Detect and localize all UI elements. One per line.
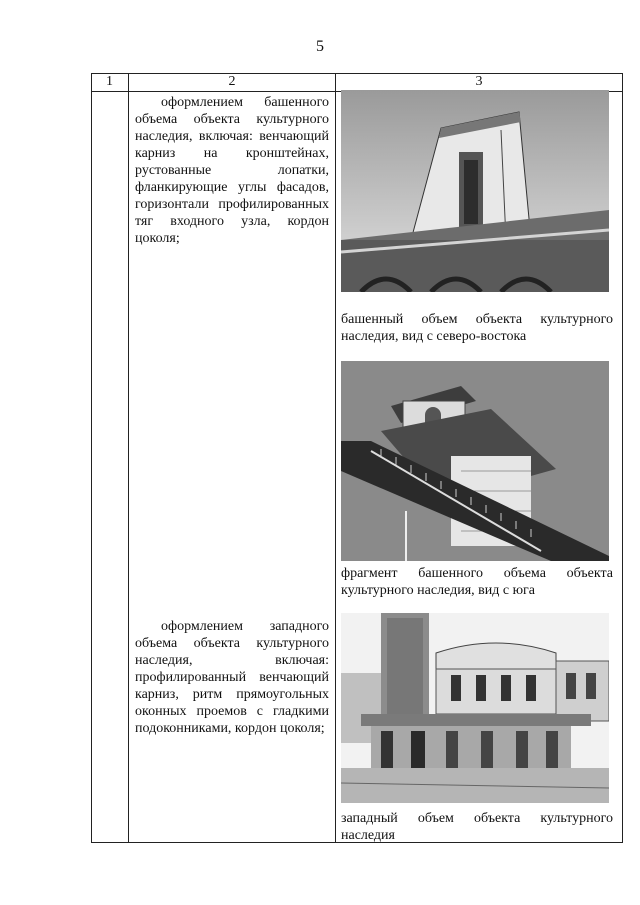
page-number: 5 [316, 38, 324, 55]
tower-fragment-photo [341, 361, 609, 561]
tower-photo-caption: башенный объем объекта культурного наследия, вид с северо-востока [341, 312, 613, 344]
header-col-3: 3 [475, 74, 483, 89]
tower-description: оформлением башенного объема объекта культурного наследия, включая: венчающий карниз на кронштейнах, рустованные лопатки, фланкирующие углы фасадов, горизонтали профилированных тяг входного узла, кордон цоколя; [135, 95, 329, 246]
header-col-2: 2 [228, 74, 236, 89]
west-volume-description: оформлением западного объема объекта культурного наследия, включая: профилированный венчающий карниз, ритм прямоугольных оконных проемов с гладкими подоконниками, кордон цоколя; [135, 619, 329, 736]
west-volume-photo-caption: западный объем объекта культурного наследия [341, 811, 613, 843]
west-volume-photo [341, 613, 609, 803]
tower-fragment-photo-caption: фрагмент башенного объема объекта культурного наследия, вид с юга [341, 566, 613, 598]
tower-photo [341, 90, 609, 292]
header-col-1: 1 [106, 74, 113, 89]
heritage-table [91, 73, 623, 843]
